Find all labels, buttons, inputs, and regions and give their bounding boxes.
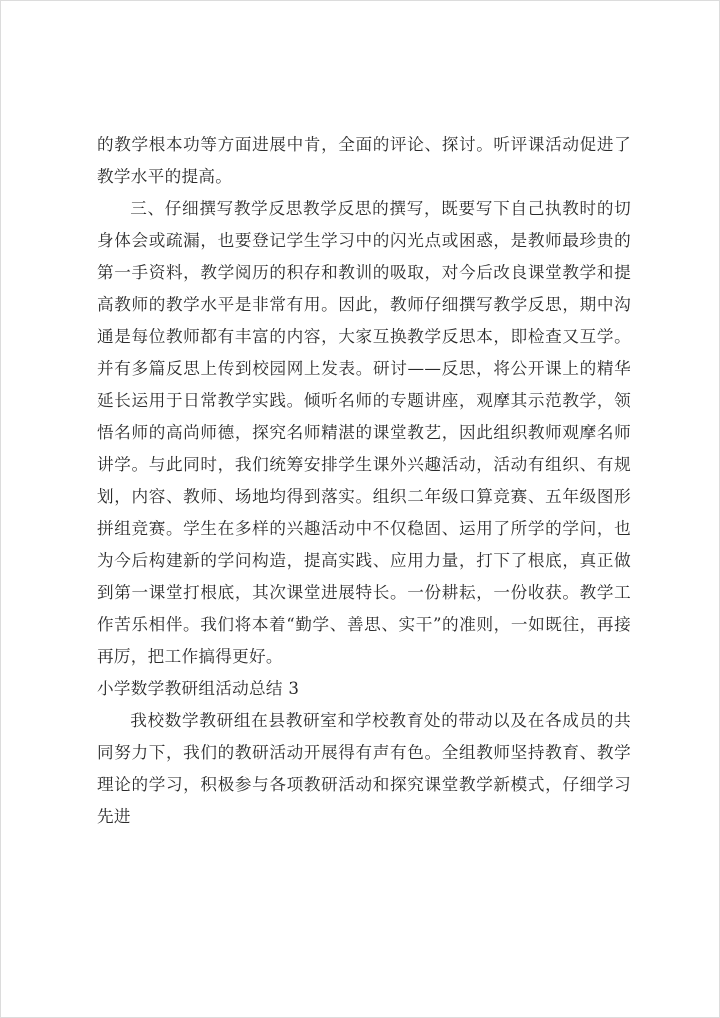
paragraph-reflection: 三、仔细撰写教学反思教学反思的撰写，既要写下自己执教时的切身体会或疏漏，也要登记学生学习中的闪光点或困惑，是教师最珍贵的第一手资料，教学阅历的积存和教训的吸取，对今后改良课堂教学和提高教师的教学水平是非常有用。因此，教师仔细撰写教学反思，期中沟通是每位教师都有丰富的内容，大家互换教学反思本，即检查又互学。并有多篇反思上传到校园网上发表。研讨——反思，将公开课上的精华延长运用于日常教学实践。倾听名师的专题讲座，观摩其示范教学，领悟名师的高尚师德，探究名师精湛的课堂教艺，因此组织教师观摩名师讲学。与此同时，我们统筹安排学生课外兴趣活动，活动有组织、有规划，内容、教师、场地均得到落实。组织二年级口算竞赛、五年级图形拼组竞赛。学生在多样的兴趣活动中不仅稳固、运用了所学的学问，也为今后构建新的学问构造，提高实践、应用力量，打下了根底，真正做到第一课堂打根底，其次课堂进展特长。一份耕耘，一份收获。教学工作苦乐相伴。我们将本着“勤学、善思、实干”的准则，一如既往，再接再厉，把工作搞得更好。	[97, 199, 631, 666]
paragraph-continuation: 的教学根本功等方面进展中肯，全面的评论、探讨。听评课活动促进了教学水平的提高。	[97, 135, 631, 186]
document-body	[97, 129, 631, 833]
paragraph-summary-3: 我校数学教研组在县教研室和学校教育处的带动以及在各成员的共同努力下，我们的教研活动开展得有声有色。全组教师坚持教育、教学理论的学习，积极参与各项教研活动和探究课堂教学新模式，仔细学习先进	[97, 711, 631, 826]
section-heading: 小学数学教研组活动总结 3	[97, 679, 300, 698]
